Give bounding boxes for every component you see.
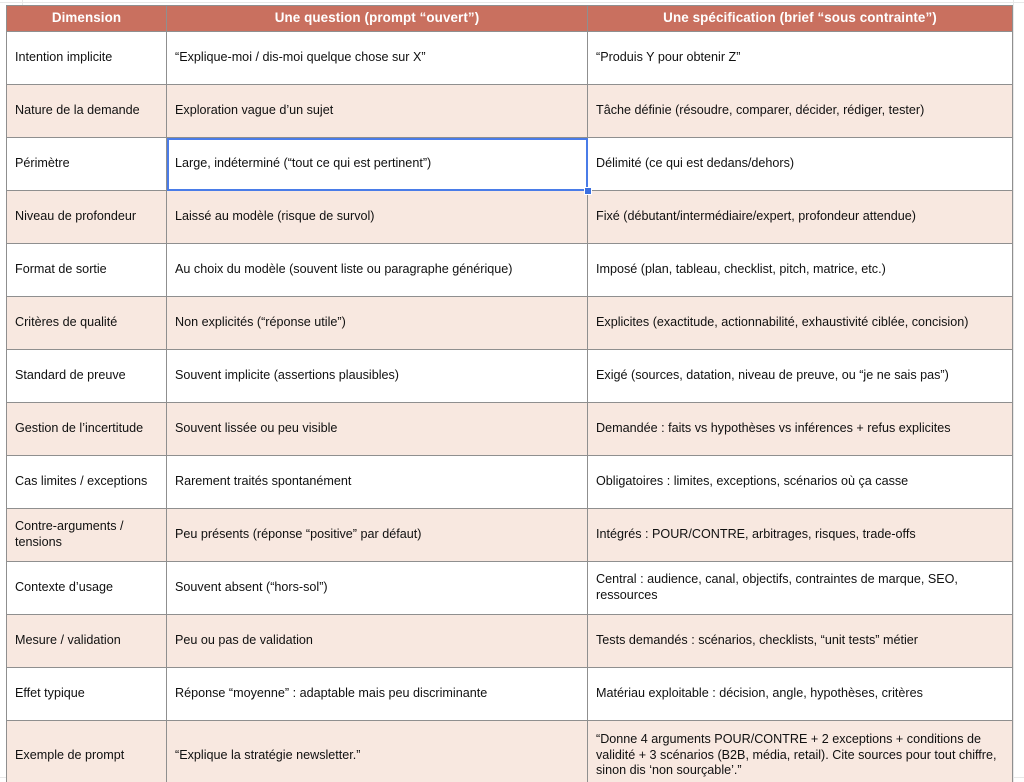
table-row[interactable] bbox=[7, 191, 1013, 244]
cell-question[interactable]: Peu présents (réponse “positive” par défaut) bbox=[167, 509, 588, 562]
table-row[interactable] bbox=[7, 138, 1013, 191]
comparison-table[interactable] bbox=[6, 5, 1013, 782]
table-header bbox=[7, 6, 1013, 32]
cell-dimension[interactable]: Exemple de prompt bbox=[7, 721, 167, 782]
fill-handle[interactable] bbox=[584, 187, 592, 195]
cell-specification[interactable]: Central : audience, canal, objectifs, contraintes de marque, SEO, ressources bbox=[588, 562, 1013, 615]
table-row[interactable] bbox=[7, 85, 1013, 138]
column-header-dimension[interactable]: Dimension bbox=[7, 6, 167, 32]
cell-dimension[interactable]: Niveau de profondeur bbox=[7, 191, 167, 244]
table-row[interactable] bbox=[7, 509, 1013, 562]
sheet-gridline-vertical bbox=[1013, 0, 1014, 782]
table-row[interactable] bbox=[7, 244, 1013, 297]
table-row[interactable] bbox=[7, 562, 1013, 615]
cell-specification[interactable]: Explicites (exactitude, actionnabilité, exhaustivité ciblée, concision) bbox=[588, 297, 1013, 350]
sheet-gridline-horizontal bbox=[0, 2, 1024, 3]
table-row[interactable] bbox=[7, 350, 1013, 403]
table-row[interactable] bbox=[7, 721, 1013, 782]
cell-question[interactable]: Laissé au modèle (risque de survol) bbox=[167, 191, 588, 244]
cell-dimension[interactable]: Nature de la demande bbox=[7, 85, 167, 138]
table-row[interactable] bbox=[7, 668, 1013, 721]
cell-specification[interactable]: “Produis Y pour obtenir Z” bbox=[588, 32, 1013, 85]
cell-dimension[interactable]: Cas limites / exceptions bbox=[7, 456, 167, 509]
table-row[interactable] bbox=[7, 615, 1013, 668]
cell-dimension[interactable]: Périmètre bbox=[7, 138, 167, 191]
table-row[interactable] bbox=[7, 456, 1013, 509]
cell-specification[interactable]: Imposé (plan, tableau, checklist, pitch, matrice, etc.) bbox=[588, 244, 1013, 297]
cell-question[interactable]: “Explique-moi / dis-moi quelque chose sur X” bbox=[167, 32, 588, 85]
cell-specification[interactable]: Délimité (ce qui est dedans/dehors) bbox=[588, 138, 1013, 191]
cell-specification[interactable]: “Donne 4 arguments POUR/CONTRE + 2 exceptions + conditions de validité + 3 scénarios (B2B, média, retail). Cite sources pour tout chiffre, sinon dis ‘non sourçable’.” bbox=[588, 721, 1013, 782]
cell-specification[interactable]: Matériau exploitable : décision, angle, hypothèses, critères bbox=[588, 668, 1013, 721]
cell-dimension[interactable]: Contexte d’usage bbox=[7, 562, 167, 615]
cell-specification[interactable]: Obligatoires : limites, exceptions, scénarios où ça casse bbox=[588, 456, 1013, 509]
table-row[interactable] bbox=[7, 403, 1013, 456]
cell-specification[interactable]: Fixé (débutant/intermédiaire/expert, profondeur attendue) bbox=[588, 191, 1013, 244]
column-header-specification[interactable]: Une spécification (brief “sous contrainte”) bbox=[588, 6, 1013, 32]
cell-question[interactable]: Non explicités (“réponse utile”) bbox=[167, 297, 588, 350]
cell-dimension[interactable]: Critères de qualité bbox=[7, 297, 167, 350]
cell-question[interactable]: Souvent lissée ou peu visible bbox=[167, 403, 588, 456]
cell-question[interactable]: Large, indéterminé (“tout ce qui est pertinent”) bbox=[167, 138, 588, 191]
table-header-row bbox=[7, 6, 1013, 32]
cell-question[interactable]: Souvent absent (“hors-sol”) bbox=[167, 562, 588, 615]
cell-specification[interactable]: Tests demandés : scénarios, checklists, “unit tests” métier bbox=[588, 615, 1013, 668]
cell-specification[interactable]: Exigé (sources, datation, niveau de preuve, ou “je ne sais pas”) bbox=[588, 350, 1013, 403]
table-row[interactable] bbox=[7, 297, 1013, 350]
cell-specification[interactable]: Intégrés : POUR/CONTRE, arbitrages, risques, trade-offs bbox=[588, 509, 1013, 562]
cell-specification[interactable]: Demandée : faits vs hypothèses vs inférences + refus explicites bbox=[588, 403, 1013, 456]
cell-question[interactable]: Rarement traités spontanément bbox=[167, 456, 588, 509]
cell-question[interactable]: Au choix du modèle (souvent liste ou paragraphe générique) bbox=[167, 244, 588, 297]
cell-dimension[interactable]: Format de sortie bbox=[7, 244, 167, 297]
cell-question[interactable]: Peu ou pas de validation bbox=[167, 615, 588, 668]
cell-dimension[interactable]: Effet typique bbox=[7, 668, 167, 721]
cell-dimension[interactable]: Standard de preuve bbox=[7, 350, 167, 403]
cell-dimension[interactable]: Intention implicite bbox=[7, 32, 167, 85]
cell-dimension[interactable]: Contre-arguments / tensions bbox=[7, 509, 167, 562]
cell-dimension[interactable]: Mesure / validation bbox=[7, 615, 167, 668]
column-header-question[interactable]: Une question (prompt “ouvert”) bbox=[167, 6, 588, 32]
cell-question[interactable]: “Explique la stratégie newsletter.” bbox=[167, 721, 588, 782]
table-body bbox=[7, 32, 1013, 782]
cell-dimension[interactable]: Gestion de l’incertitude bbox=[7, 403, 167, 456]
table-row[interactable] bbox=[7, 32, 1013, 85]
cell-question[interactable]: Exploration vague d’un sujet bbox=[167, 85, 588, 138]
cell-question[interactable]: Souvent implicite (assertions plausibles) bbox=[167, 350, 588, 403]
cell-question[interactable]: Réponse “moyenne” : adaptable mais peu discriminante bbox=[167, 668, 588, 721]
cell-specification[interactable]: Tâche définie (résoudre, comparer, décider, rédiger, tester) bbox=[588, 85, 1013, 138]
